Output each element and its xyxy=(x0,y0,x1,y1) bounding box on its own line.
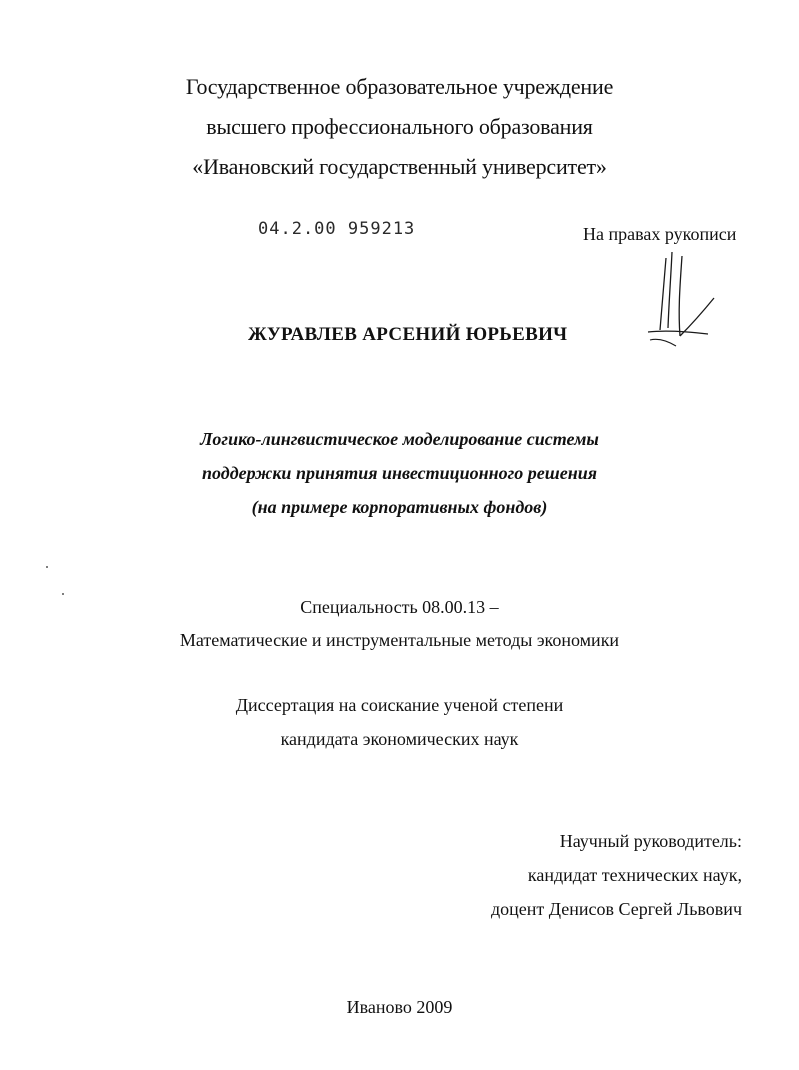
thesis-title-line-3: (на примере корпоративных фондов) xyxy=(251,497,548,517)
institution-line-2: высшего профессионального образования xyxy=(206,114,593,139)
supervisor-label: Научный руководитель: xyxy=(559,831,742,851)
degree-line-1: Диссертация на соискание ученой степени xyxy=(235,695,564,715)
place-year: Иваново 2009 xyxy=(346,997,453,1017)
thesis-title-line-1: Логико-лингвистическое моделирование системы xyxy=(200,429,599,449)
signature-icon xyxy=(636,250,726,355)
scan-speck xyxy=(46,566,48,568)
supervisor-name: доцент Денисов Сергей Львович xyxy=(491,899,742,919)
degree-line-2: кандидата экономических наук xyxy=(280,729,519,749)
thesis-title-line-2: поддержки принятия инвестиционного решения xyxy=(202,463,597,483)
library-stamp-number: 04.2.00 959213 xyxy=(258,219,416,239)
manuscript-rights-note: На правах рукописи xyxy=(583,224,737,244)
supervisor-degree: кандидат технических наук, xyxy=(527,865,742,885)
specialty-line-1: Специальность 08.00.13 – xyxy=(300,597,499,617)
specialty-line-2: Математические и инструментальные методы экономики xyxy=(179,630,620,650)
author-name: ЖУРАВЛЕВ АРСЕНИЙ ЮРЬЕВИЧ xyxy=(248,324,568,345)
institution-line-3: «Ивановский государственный университет» xyxy=(192,154,607,179)
scan-speck xyxy=(62,593,64,595)
institution-line-1: Государственное образовательное учреждение xyxy=(185,74,614,99)
